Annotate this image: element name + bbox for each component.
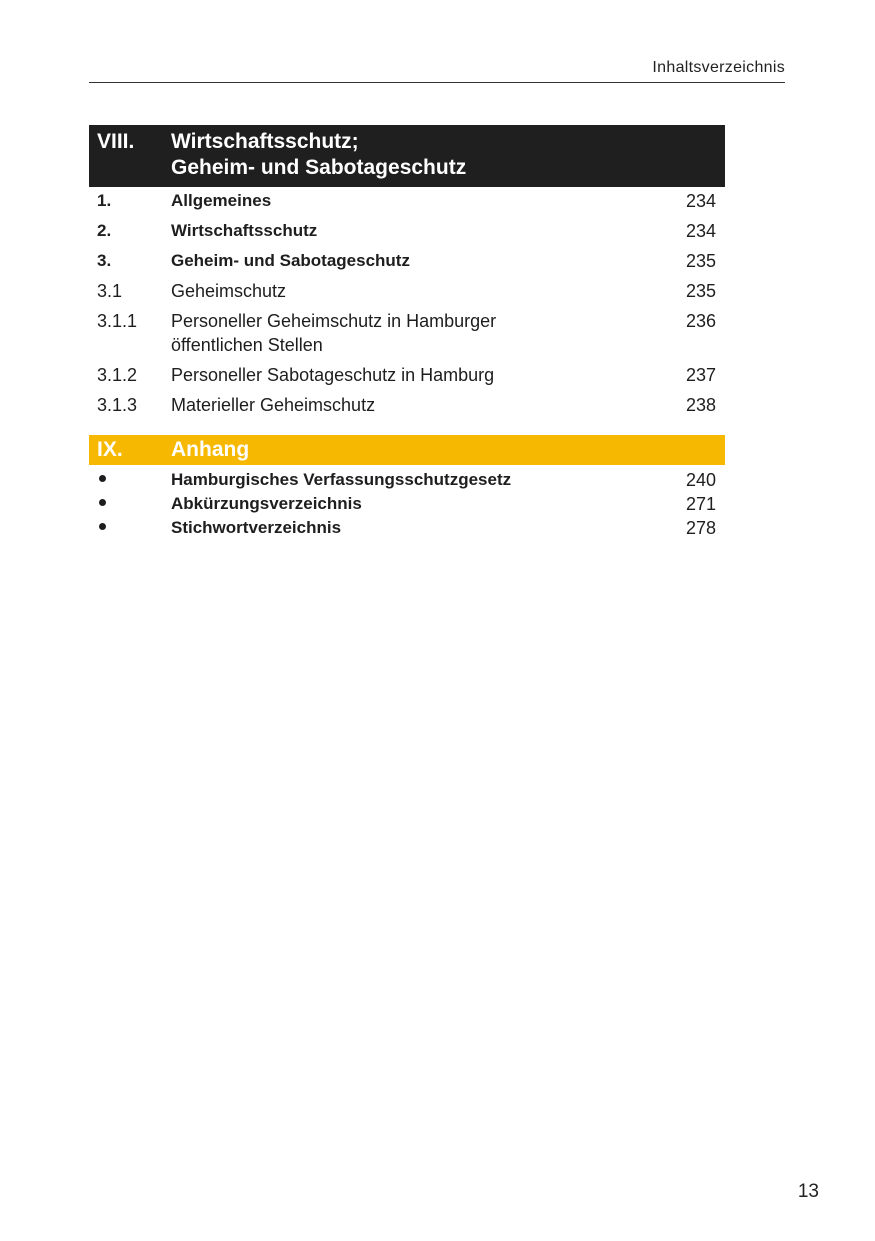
bullet-icon xyxy=(99,499,106,506)
section-number: IX. xyxy=(97,438,123,461)
header-rule xyxy=(89,82,785,83)
entry-number: 3.1.2 xyxy=(97,365,138,385)
section-title xyxy=(171,129,725,181)
toc-entry[interactable] xyxy=(89,213,725,243)
entry-title: Wirtschaftsschutz xyxy=(171,221,318,240)
entry-number: 2. xyxy=(97,221,112,240)
bullet-icon xyxy=(99,523,106,530)
bullet-marker xyxy=(89,492,171,516)
section-ix-entries xyxy=(89,468,725,540)
table-of-contents xyxy=(89,125,725,540)
section-title: Anhang xyxy=(171,438,250,461)
toc-entry[interactable] xyxy=(89,492,725,516)
toc-entry[interactable] xyxy=(89,189,725,213)
bullet-marker xyxy=(89,468,171,492)
entry-title: Geheim- und Sabotageschutz xyxy=(171,251,410,270)
entry-title: Hamburgisches Verfassungsschutzgesetz xyxy=(171,470,512,489)
entry-page: 235 xyxy=(685,281,716,301)
toc-entry[interactable] xyxy=(89,303,725,357)
entry-page: 234 xyxy=(685,191,716,211)
entry-title-line: Personeller Geheimschutz in Hamburger xyxy=(171,311,497,331)
entry-page: 236 xyxy=(685,311,716,331)
toc-entry[interactable] xyxy=(89,516,725,540)
entry-number: 3. xyxy=(97,251,112,270)
section-heading-ix xyxy=(89,435,725,465)
bullet-marker xyxy=(89,516,171,540)
section-title-line: Geheim- und Sabotageschutz xyxy=(171,156,467,179)
entry-number: 1. xyxy=(97,191,112,210)
entry-title: Allgemeines xyxy=(171,191,272,210)
entry-title: Materieller Geheimschutz xyxy=(171,395,376,415)
bullet-icon xyxy=(99,475,106,482)
toc-entry[interactable] xyxy=(89,357,725,387)
entry-page: 237 xyxy=(685,365,716,385)
entry-page: 240 xyxy=(685,470,716,490)
toc-entry[interactable] xyxy=(89,243,725,273)
section-viii-entries xyxy=(89,189,725,417)
entry-page: 238 xyxy=(685,395,716,415)
toc-entry[interactable] xyxy=(89,387,725,417)
entry-title: Abkürzungsverzeichnis xyxy=(171,494,362,513)
toc-entry[interactable] xyxy=(89,468,725,492)
entry-title xyxy=(171,309,665,357)
section-title-line: Wirtschaftsschutz; xyxy=(171,130,359,153)
entry-page: 278 xyxy=(685,518,716,538)
entry-title: Stichwortverzeichnis xyxy=(171,518,342,537)
entry-title: Geheimschutz xyxy=(171,281,287,301)
entry-page: 235 xyxy=(685,251,716,271)
entry-number: 3.1.1 xyxy=(97,311,138,331)
entry-title-line: öffentlichen Stellen xyxy=(171,335,323,355)
page-number: 13 xyxy=(797,1181,819,1202)
toc-entry[interactable] xyxy=(89,273,725,303)
entry-page: 234 xyxy=(685,221,716,241)
entry-title: Personeller Sabotageschutz in Hamburg xyxy=(171,365,495,385)
section-number: VIII. xyxy=(97,130,135,153)
entry-number: 3.1.3 xyxy=(97,395,138,415)
entry-number: 3.1 xyxy=(97,281,123,301)
section-heading-viii xyxy=(89,125,725,187)
running-head: Inhaltsverzeichnis xyxy=(652,59,785,76)
entry-page: 271 xyxy=(685,494,716,514)
